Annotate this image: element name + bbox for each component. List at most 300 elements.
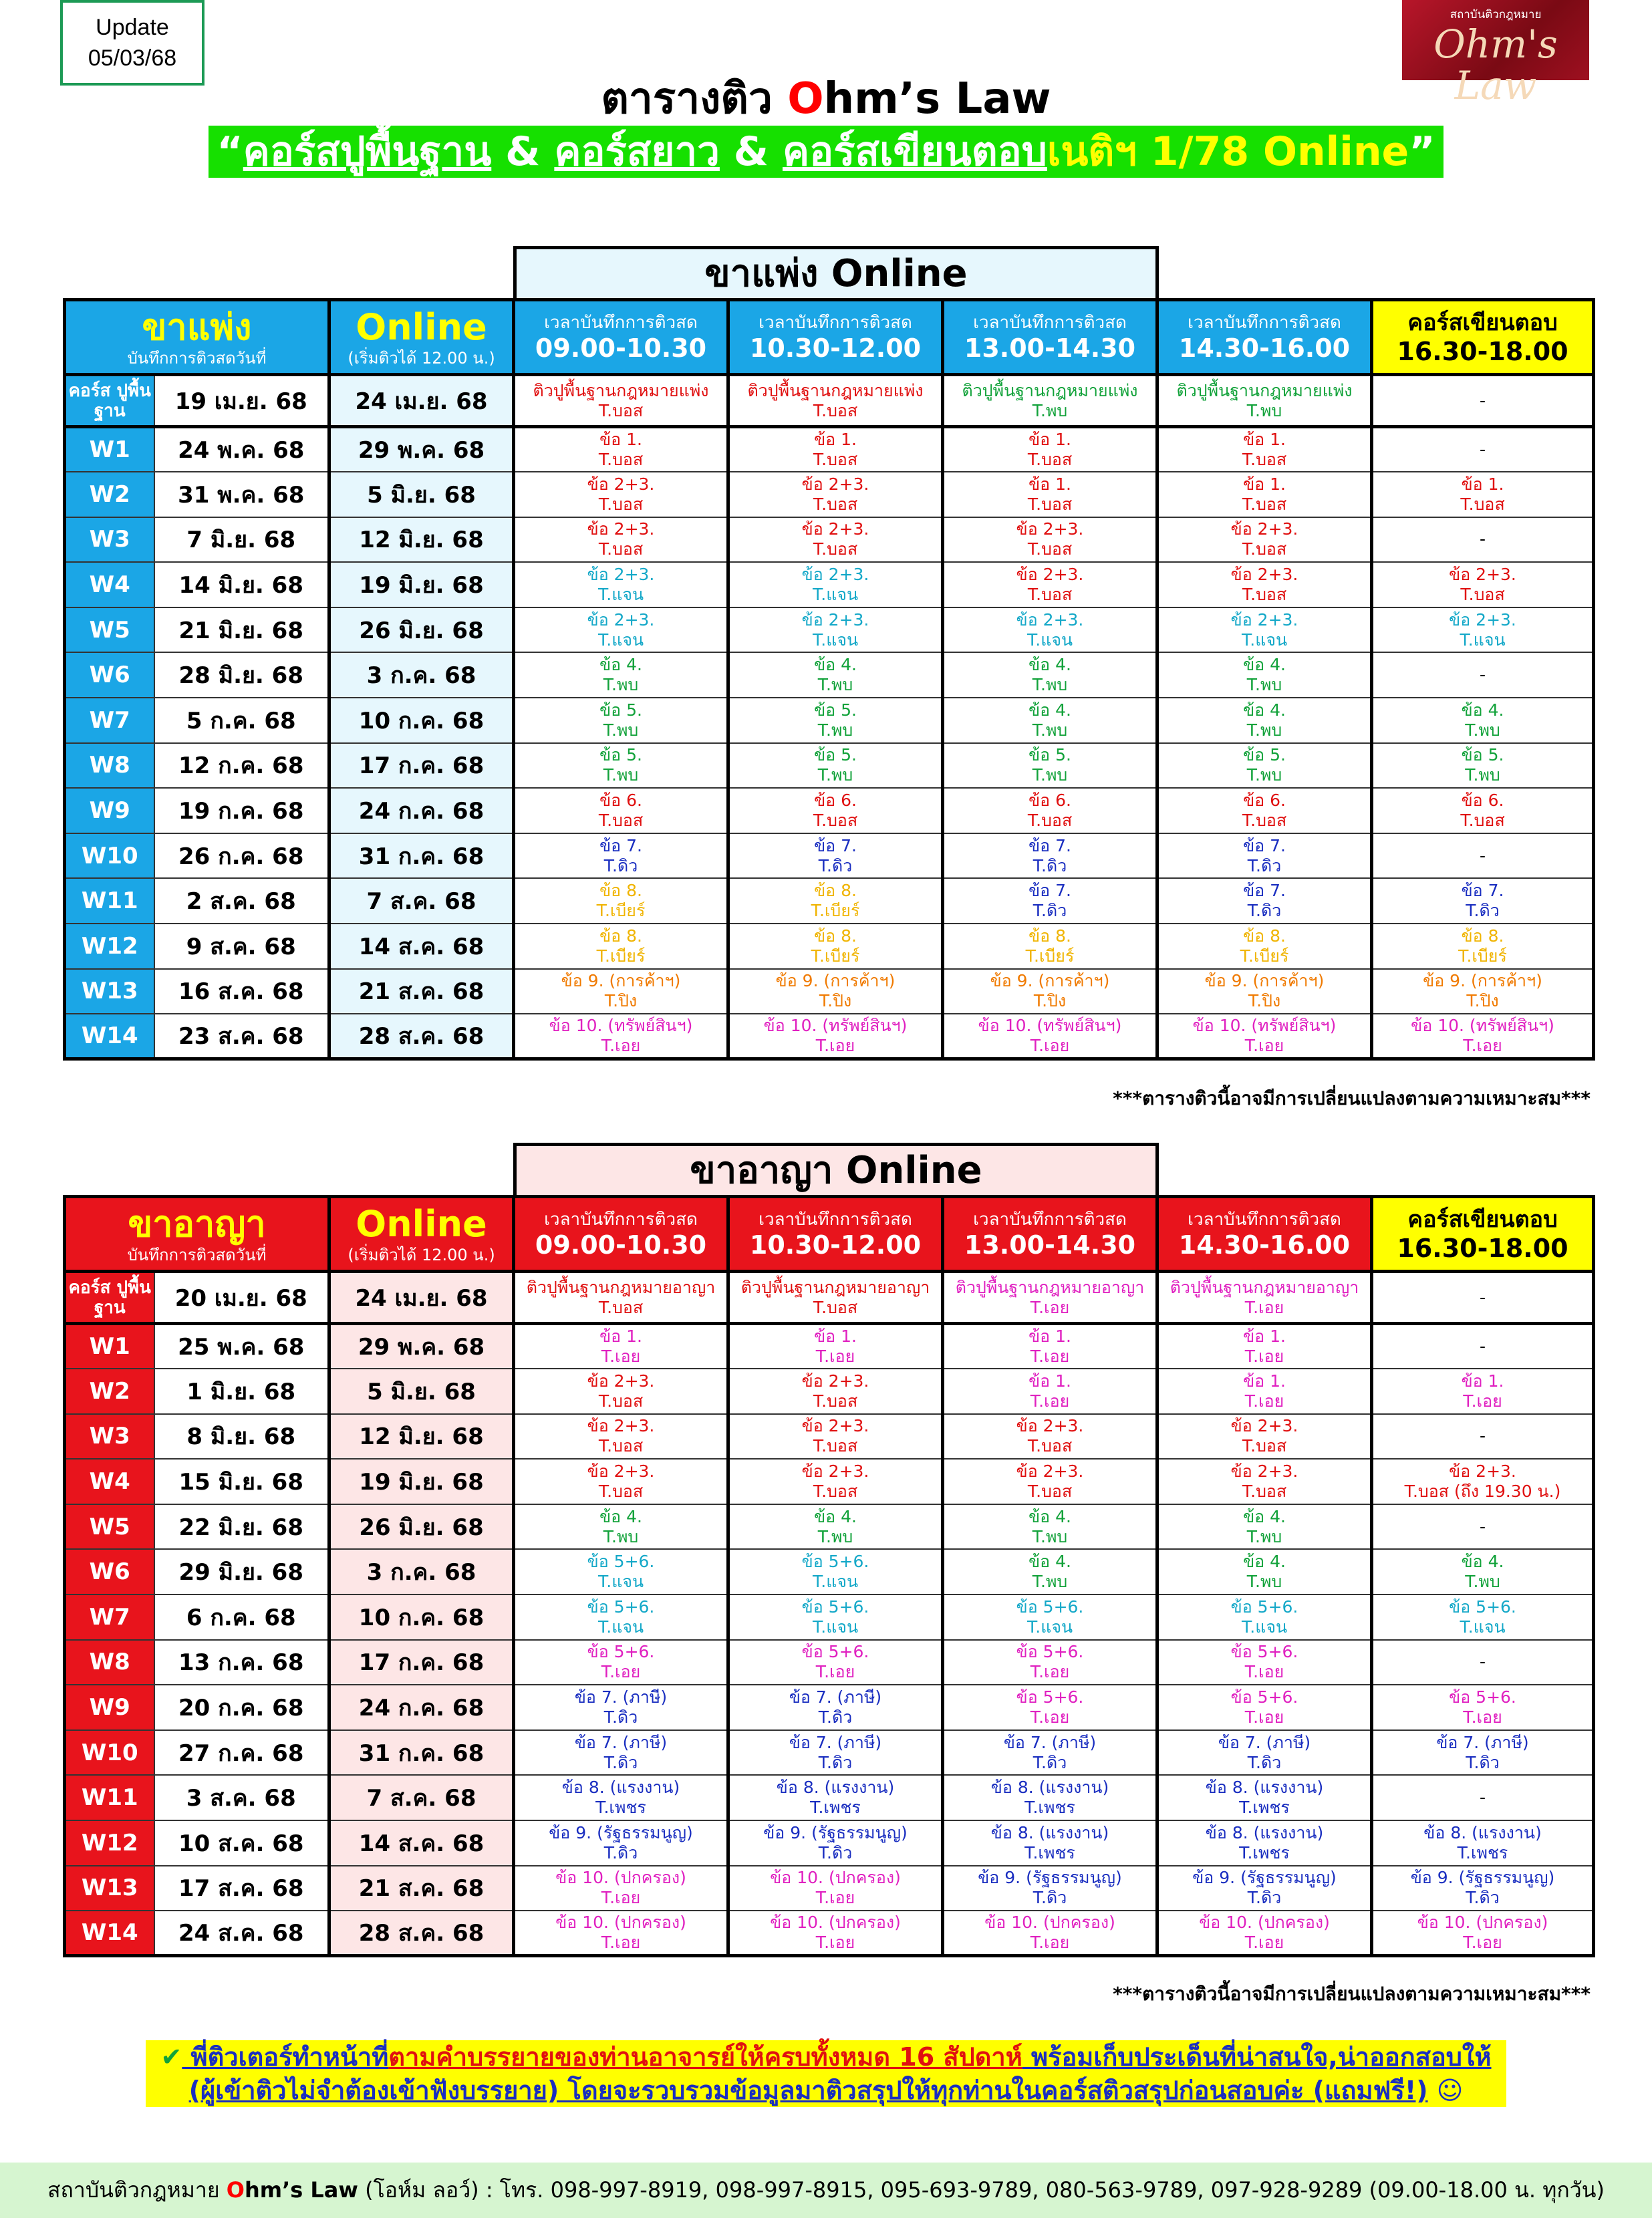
- online-date: 19 มิ.ย. 68: [329, 562, 514, 607]
- tutor: T.ดิว: [1032, 1888, 1067, 1908]
- slot-cell: [728, 562, 943, 607]
- tutor: T.เบียร์: [1240, 946, 1289, 966]
- tutor: T.ดิว: [603, 855, 638, 875]
- topic: ติวปูพื้นฐานกฎหมายแพ่ง: [747, 380, 924, 400]
- topic: ข้อ 5+6.: [1230, 1687, 1298, 1707]
- civil-header-online: [329, 300, 514, 375]
- tutor: T.ปิง: [1248, 991, 1281, 1011]
- slot-cell: [943, 427, 1157, 472]
- written-cell: [1372, 607, 1594, 653]
- tutor: T.บอส: [598, 1391, 644, 1411]
- slot-cell: [1157, 1775, 1372, 1820]
- week-label: W7: [65, 698, 154, 743]
- slot-cell: [728, 427, 943, 472]
- slot-label: เวลาบันทึกการติวสด: [1188, 312, 1341, 333]
- slot-time: 14.30-16.00: [1178, 333, 1351, 363]
- topic: ข้อ 6.: [814, 791, 857, 811]
- table-row: [65, 1685, 1594, 1730]
- topic: ข้อ 7.: [814, 835, 857, 855]
- topic: ข้อ 8. (แรงงาน): [776, 1778, 895, 1798]
- tutor: T.บอส: [813, 1436, 858, 1456]
- week-label: W9: [65, 1685, 154, 1730]
- topic: ข้อ 8. (แรงงาน): [561, 1778, 680, 1798]
- tutor: T.ดิว: [1466, 1752, 1500, 1772]
- tutor: T.ดิว: [1032, 901, 1067, 921]
- header-slot-1: [514, 1197, 728, 1272]
- slot-cell: [943, 1324, 1157, 1369]
- tutor: T.เอย: [815, 1888, 855, 1908]
- slot-cell: [514, 1640, 728, 1685]
- tutor: T.แจน: [812, 1572, 859, 1592]
- week-label: W13: [65, 969, 154, 1014]
- tutor: T.บอส: [598, 1436, 644, 1456]
- tutor: T.บอส: [1460, 811, 1505, 831]
- topic: ข้อ 1.: [1243, 430, 1286, 450]
- tutor: T.บอส: [598, 1482, 644, 1502]
- topic: ข้อ 1.: [599, 1327, 642, 1347]
- tutor: T.ปิง: [604, 991, 638, 1011]
- topic: ข้อ 6.: [1028, 791, 1071, 811]
- header-slot-2: [728, 1197, 943, 1272]
- slot-cell: [514, 1911, 728, 1956]
- tutor: T.เอย: [815, 1933, 855, 1953]
- slot-cell: [514, 607, 728, 653]
- tutor: T.พบ: [1246, 765, 1282, 785]
- written-time: 16.30-18.00: [1397, 336, 1568, 366]
- table-row: [65, 607, 1594, 653]
- online-date: 28 ส.ค. 68: [329, 1014, 514, 1059]
- tutor: T.บอส: [598, 450, 644, 470]
- tutor: T.บอส: [598, 400, 644, 420]
- tutor: T.แจน: [597, 630, 644, 650]
- tutor: T.บอส: [1027, 1482, 1073, 1502]
- week-label: W11: [65, 1775, 154, 1820]
- online-date: 21 ส.ค. 68: [329, 1866, 514, 1911]
- tutor: T.บอส: [1242, 811, 1287, 831]
- tutor: T.ดิว: [603, 1842, 638, 1862]
- topic: ข้อ 4.: [1028, 1552, 1071, 1572]
- tutor: T.เอย: [601, 1347, 641, 1367]
- tutor: T.บอส: [813, 450, 858, 470]
- written-label: คอร์สเขียนตอบ: [1407, 309, 1558, 336]
- topic: ข้อ 4.: [1028, 655, 1071, 675]
- live-date: 23 ส.ค. 68: [154, 1014, 329, 1059]
- live-date: 27 ก.ค. 68: [154, 1730, 329, 1776]
- topic: ข้อ 4.: [814, 655, 857, 675]
- slot-cell: [1157, 1595, 1372, 1640]
- header-slot-1: [514, 300, 728, 375]
- tutor: T.พบ: [603, 1526, 639, 1546]
- page-subtitle: [209, 126, 1443, 178]
- tutor: T.บอส (ถึง 19.30 น.): [1404, 1482, 1561, 1502]
- slot-cell: [514, 652, 728, 698]
- slot-cell: [1157, 472, 1372, 517]
- slot-cell: [514, 427, 728, 472]
- live-date: 1 มิ.ย. 68: [154, 1369, 329, 1414]
- table-row: [65, 1504, 1594, 1550]
- tutor: T.แจน: [597, 585, 644, 605]
- online-date: 14 ส.ค. 68: [329, 1820, 514, 1866]
- logo-main-text: Ohm's Law: [1433, 21, 1558, 108]
- topic: ข้อ 5.: [1461, 745, 1504, 765]
- slot-cell: [1157, 1014, 1372, 1059]
- slot-cell: [514, 833, 728, 879]
- slot-cell: [1157, 1730, 1372, 1776]
- topic: ข้อ 8. (แรงงาน): [1205, 1778, 1324, 1798]
- tutor: T.แจน: [597, 1572, 644, 1592]
- tutor: T.แจน: [812, 585, 859, 605]
- footer-prefix: สถาบันติวกฎหมาย: [47, 2177, 227, 2203]
- live-date: 8 มิ.ย. 68: [154, 1414, 329, 1460]
- topic: ติวปูพื้นฐานกฎหมายอาญา: [526, 1277, 716, 1297]
- check-icon: ✔: [160, 2042, 182, 2072]
- table-row: [65, 924, 1594, 969]
- slot-cell: [943, 1775, 1157, 1820]
- topic: ข้อ 8.: [599, 881, 642, 901]
- topic: ข้อ 10. (ปกครอง): [770, 1868, 901, 1888]
- written-cell: [1372, 1272, 1594, 1324]
- live-date: 12 ก.ค. 68: [154, 743, 329, 789]
- week-label: W13: [65, 1866, 154, 1911]
- tutor: T.บอส: [598, 494, 644, 514]
- slot-cell: [943, 924, 1157, 969]
- slot-cell: [1157, 607, 1372, 653]
- tutor: T.แจน: [812, 1617, 859, 1637]
- online-date: 5 มิ.ย. 68: [329, 1369, 514, 1414]
- header-slot-3: [943, 1197, 1157, 1272]
- topic: ข้อ 8. (แรงงาน): [990, 1822, 1109, 1842]
- table-row: [65, 1730, 1594, 1776]
- slot-cell: [943, 472, 1157, 517]
- topic: ข้อ 9. (รัฐธรรมนูญ): [1410, 1868, 1555, 1888]
- topic: ติวปูพื้นฐานกฎหมายแพ่ง: [962, 380, 1138, 400]
- topic: ข้อ 5+6.: [587, 1597, 655, 1617]
- topic: ข้อ 2+3.: [801, 565, 869, 585]
- slot-time: 09.00-10.30: [535, 333, 707, 363]
- header-online-caption: (เริ่มติวได้ 12.00 น.): [348, 1245, 495, 1264]
- live-date: 20 ก.ค. 68: [154, 1685, 329, 1730]
- tutor: T.เอย: [1030, 1297, 1070, 1317]
- table-row: [65, 375, 1594, 427]
- topic: ข้อ 10. (ปกครอง): [1417, 1913, 1548, 1933]
- online-date: 28 ส.ค. 68: [329, 1911, 514, 1956]
- slot-cell: [514, 1414, 728, 1460]
- week-label: คอร์ส ปูพื้นฐาน: [65, 1272, 154, 1324]
- online-date: 24 ก.ค. 68: [329, 1685, 514, 1730]
- slot-cell: [943, 743, 1157, 789]
- topic: ข้อ 6.: [1243, 791, 1286, 811]
- topic: -: [1480, 845, 1486, 865]
- slot-cell: [1157, 743, 1372, 789]
- table-row: [65, 833, 1594, 879]
- topic: ติวปูพื้นฐานกฎหมายอาญา: [740, 1277, 930, 1297]
- topic: ข้อ 7.: [1243, 835, 1286, 855]
- criminal-schedule-table: [63, 1195, 1595, 1957]
- tutor: T.บอส: [1242, 1436, 1287, 1456]
- slot-cell: [728, 1369, 943, 1414]
- table-row: [65, 472, 1594, 517]
- slot-cell: [943, 1820, 1157, 1866]
- tutor: T.พบ: [817, 1526, 853, 1546]
- tutor: T.เอย: [1463, 1707, 1502, 1727]
- topic: ข้อ 10. (ทรัพย์สินฯ): [1192, 1016, 1337, 1036]
- topic: ข้อ 10. (ปกครอง): [1199, 1913, 1330, 1933]
- topic: ข้อ 5.: [1243, 745, 1286, 765]
- header-online-title: Online: [356, 1202, 487, 1245]
- table-row: [65, 517, 1594, 563]
- slot-cell: [943, 375, 1157, 427]
- slot-cell: [728, 1730, 943, 1776]
- online-date: 7 ส.ค. 68: [329, 878, 514, 924]
- header-slot-4: [1157, 1197, 1372, 1272]
- table-row: [65, 652, 1594, 698]
- tutor-note-part4: (ผู้เข้าติวไม่จำต้องเข้าฟังบรรยาย) โดยจะรวบรวมข้อมูลมาติวสรุปให้ทุกท่านในคอร์สติวสรุปก่อนสอบค่ะ (แถมฟรี!): [188, 2076, 1428, 2105]
- criminal-header-online: [329, 1197, 514, 1272]
- week-label: W9: [65, 788, 154, 833]
- live-date: 21 มิ.ย. 68: [154, 607, 329, 653]
- tutor: T.เพชร: [1024, 1842, 1075, 1862]
- topic: ข้อ 8.: [1461, 926, 1504, 946]
- slot-cell: [728, 607, 943, 653]
- tutor: T.ดิว: [818, 1707, 853, 1727]
- written-cell: [1372, 1549, 1594, 1595]
- tutor: T.บอส: [813, 539, 858, 559]
- topic: ข้อ 5+6.: [1449, 1687, 1516, 1707]
- slot-cell: [1157, 562, 1372, 607]
- topic: ข้อ 10. (ปกครอง): [984, 1913, 1115, 1933]
- slot-label: เวลาบันทึกการติวสด: [759, 312, 912, 333]
- live-date: 25 พ.ค. 68: [154, 1324, 329, 1369]
- slot-cell: [728, 698, 943, 743]
- topic: ข้อ 10. (ปกครอง): [555, 1868, 686, 1888]
- online-date: 17 ก.ค. 68: [329, 1640, 514, 1685]
- live-date: 24 พ.ค. 68: [154, 427, 329, 472]
- slot-cell: [514, 1504, 728, 1550]
- topic: ข้อ 10. (ทรัพย์สินฯ): [549, 1016, 693, 1036]
- topic: -: [1480, 665, 1486, 685]
- tutor: T.บอส: [1027, 539, 1073, 559]
- written-cell: [1372, 1369, 1594, 1414]
- topic: ข้อ 7. (ภาษี): [789, 1732, 882, 1752]
- footer-brand-rest: hm’s Law: [244, 2177, 358, 2203]
- slot-label: เวลาบันทึกการติวสด: [544, 1209, 698, 1230]
- tutor: T.บอส: [1027, 1436, 1073, 1456]
- topic: ข้อ 1.: [814, 1327, 857, 1347]
- tutor: T.เอย: [1244, 1347, 1284, 1367]
- subtitle-course-long: คอร์สยาว: [554, 128, 720, 175]
- slot-cell: [943, 1640, 1157, 1685]
- tutor: T.พบ: [817, 765, 853, 785]
- topic: ข้อ 4.: [1028, 700, 1071, 720]
- slot-cell: [728, 1272, 943, 1324]
- slot-cell: [728, 652, 943, 698]
- slot-cell: [1157, 1685, 1372, 1730]
- tutor: T.เอย: [1030, 1391, 1070, 1411]
- topic: -: [1480, 390, 1486, 410]
- slot-cell: [514, 1866, 728, 1911]
- tutor: T.พบ: [1032, 720, 1068, 740]
- slot-cell: [514, 1775, 728, 1820]
- live-date: 20 เม.ย. 68: [154, 1272, 329, 1324]
- topic: ข้อ 7.: [599, 835, 642, 855]
- week-label: W2: [65, 472, 154, 517]
- topic: ข้อ 7.: [1028, 835, 1071, 855]
- update-date: 05/03/68: [88, 45, 177, 71]
- slot-cell: [943, 878, 1157, 924]
- week-label: W12: [65, 1820, 154, 1866]
- table-row: [65, 1549, 1594, 1595]
- online-date: 12 มิ.ย. 68: [329, 1414, 514, 1460]
- slot-cell: [728, 1504, 943, 1550]
- header-caption: บันทึกการติวสดวันที่: [127, 1245, 267, 1264]
- live-date: 22 มิ.ย. 68: [154, 1504, 329, 1550]
- topic: ข้อ 4.: [814, 1506, 857, 1526]
- topic: ข้อ 2+3.: [1230, 609, 1298, 630]
- written-cell: [1372, 878, 1594, 924]
- tutor: T.เอย: [1244, 1036, 1284, 1056]
- slot-cell: [943, 1549, 1157, 1595]
- slot-cell: [1157, 1504, 1372, 1550]
- week-label: W14: [65, 1911, 154, 1956]
- topic: ข้อ 8. (แรงงาน): [990, 1778, 1109, 1798]
- week-label: W3: [65, 517, 154, 563]
- slot-cell: [1157, 833, 1372, 879]
- tutor: T.เอย: [1244, 1391, 1284, 1411]
- live-date: 28 มิ.ย. 68: [154, 652, 329, 698]
- topic: ข้อ 4.: [1243, 700, 1286, 720]
- online-date: 31 ก.ค. 68: [329, 833, 514, 879]
- online-date: 17 ก.ค. 68: [329, 743, 514, 789]
- tutor: T.ดิว: [1247, 855, 1282, 875]
- slot-cell: [943, 788, 1157, 833]
- online-date: 14 ส.ค. 68: [329, 924, 514, 969]
- online-date: 24 ก.ค. 68: [329, 788, 514, 833]
- table-row: [65, 1866, 1594, 1911]
- slot-cell: [943, 1730, 1157, 1776]
- topic: ข้อ 4.: [1243, 1552, 1286, 1572]
- topic: ข้อ 4.: [1243, 1506, 1286, 1526]
- table-row: [65, 743, 1594, 789]
- logo-sub-text: โอห์ม ลอว์: [1531, 108, 1580, 120]
- slot-cell: [943, 1595, 1157, 1640]
- slot-cell: [514, 969, 728, 1014]
- week-label: W8: [65, 1640, 154, 1685]
- tutor: T.บอส: [1242, 1482, 1287, 1502]
- topic: ข้อ 9. (การค้าฯ): [1204, 971, 1325, 991]
- tutor: T.พบ: [817, 675, 853, 695]
- tutor: T.พบ: [1032, 400, 1068, 420]
- week-label: W5: [65, 1504, 154, 1550]
- slot-cell: [943, 1014, 1157, 1059]
- topic: ข้อ 10. (ปกครอง): [770, 1913, 901, 1933]
- slot-cell: [943, 1685, 1157, 1730]
- header-title: ขาอาญา: [128, 1202, 266, 1245]
- tutor: T.เอย: [1244, 1707, 1284, 1727]
- table-row: [65, 1820, 1594, 1866]
- topic: ข้อ 4.: [599, 655, 642, 675]
- topic: ข้อ 9. (รัฐธรรมนูญ): [1192, 1868, 1337, 1888]
- tutor: T.เอย: [1244, 1933, 1284, 1953]
- written-cell: [1372, 1595, 1594, 1640]
- slot-cell: [728, 1459, 943, 1504]
- topic: ข้อ 9. (การค้าฯ): [1423, 971, 1542, 991]
- slot-label: เวลาบันทึกการติวสด: [973, 312, 1127, 333]
- criminal-header-date: [65, 1197, 329, 1272]
- live-date: 17 ส.ค. 68: [154, 1866, 329, 1911]
- topic: -: [1480, 1337, 1486, 1357]
- written-cell: [1372, 1504, 1594, 1550]
- week-label: W7: [65, 1595, 154, 1640]
- week-label: W5: [65, 607, 154, 653]
- tutor: T.เอย: [1463, 1391, 1502, 1411]
- tutor: T.เอย: [601, 1036, 641, 1056]
- table-row: [65, 1640, 1594, 1685]
- table-row: [65, 788, 1594, 833]
- tutor: T.เอย: [601, 1662, 641, 1682]
- slot-cell: [514, 1014, 728, 1059]
- topic: ข้อ 9. (รัฐธรรมนูญ): [763, 1822, 908, 1842]
- tutor: T.ดิว: [1466, 1888, 1500, 1908]
- topic: -: [1480, 1516, 1486, 1536]
- topic: ข้อ 8.: [1028, 926, 1071, 946]
- live-date: 3 ส.ค. 68: [154, 1775, 329, 1820]
- slot-cell: [514, 1595, 728, 1640]
- topic: ข้อ 6.: [1461, 791, 1504, 811]
- tutor: T.พบ: [1465, 720, 1500, 740]
- topic: ข้อ 2+3.: [801, 519, 869, 539]
- topic: -: [1480, 1426, 1486, 1446]
- tutor: T.บอส: [1242, 585, 1287, 605]
- tutor: T.บอส: [1460, 494, 1505, 514]
- tutor: T.บอส: [1242, 450, 1287, 470]
- topic: ข้อ 2+3.: [801, 609, 869, 630]
- slot-cell: [943, 1272, 1157, 1324]
- tutor: T.เอย: [1244, 1297, 1284, 1317]
- tutor: T.แจน: [1026, 1617, 1073, 1637]
- slot-cell: [514, 1730, 728, 1776]
- online-date: 29 พ.ค. 68: [329, 1324, 514, 1369]
- slot-label: เวลาบันทึกการติวสด: [1188, 1209, 1341, 1230]
- header-row: [65, 300, 1594, 375]
- topic: ข้อ 2+3.: [587, 609, 655, 630]
- table-row: [65, 1369, 1594, 1414]
- online-date: 19 มิ.ย. 68: [329, 1459, 514, 1504]
- topic: ข้อ 7. (ภาษี): [574, 1732, 668, 1752]
- live-date: 31 พ.ค. 68: [154, 472, 329, 517]
- topic: ข้อ 5.: [1028, 745, 1071, 765]
- topic: ข้อ 1.: [599, 430, 642, 450]
- tutor: T.เอย: [1030, 1662, 1070, 1682]
- slot-cell: [728, 833, 943, 879]
- live-date: 6 ก.ค. 68: [154, 1595, 329, 1640]
- tutor: T.บอส: [813, 1297, 858, 1317]
- topic: ข้อ 5+6.: [1230, 1642, 1298, 1662]
- topic: ข้อ 2+3.: [1016, 565, 1084, 585]
- slot-cell: [728, 1685, 943, 1730]
- topic: ข้อ 7.: [1461, 881, 1504, 901]
- tutor: T.เพชร: [1457, 1842, 1508, 1862]
- tutor: T.บอส: [813, 811, 858, 831]
- topic: ข้อ 1.: [1243, 474, 1286, 494]
- online-date: 3 ก.ค. 68: [329, 652, 514, 698]
- online-date: 10 ก.ค. 68: [329, 698, 514, 743]
- slot-cell: [728, 1640, 943, 1685]
- table-row: [65, 698, 1594, 743]
- written-cell: [1372, 698, 1594, 743]
- topic: ข้อ 4.: [1243, 655, 1286, 675]
- topic: ข้อ 2+3.: [1016, 1416, 1084, 1436]
- tutor: T.เอย: [1030, 1707, 1070, 1727]
